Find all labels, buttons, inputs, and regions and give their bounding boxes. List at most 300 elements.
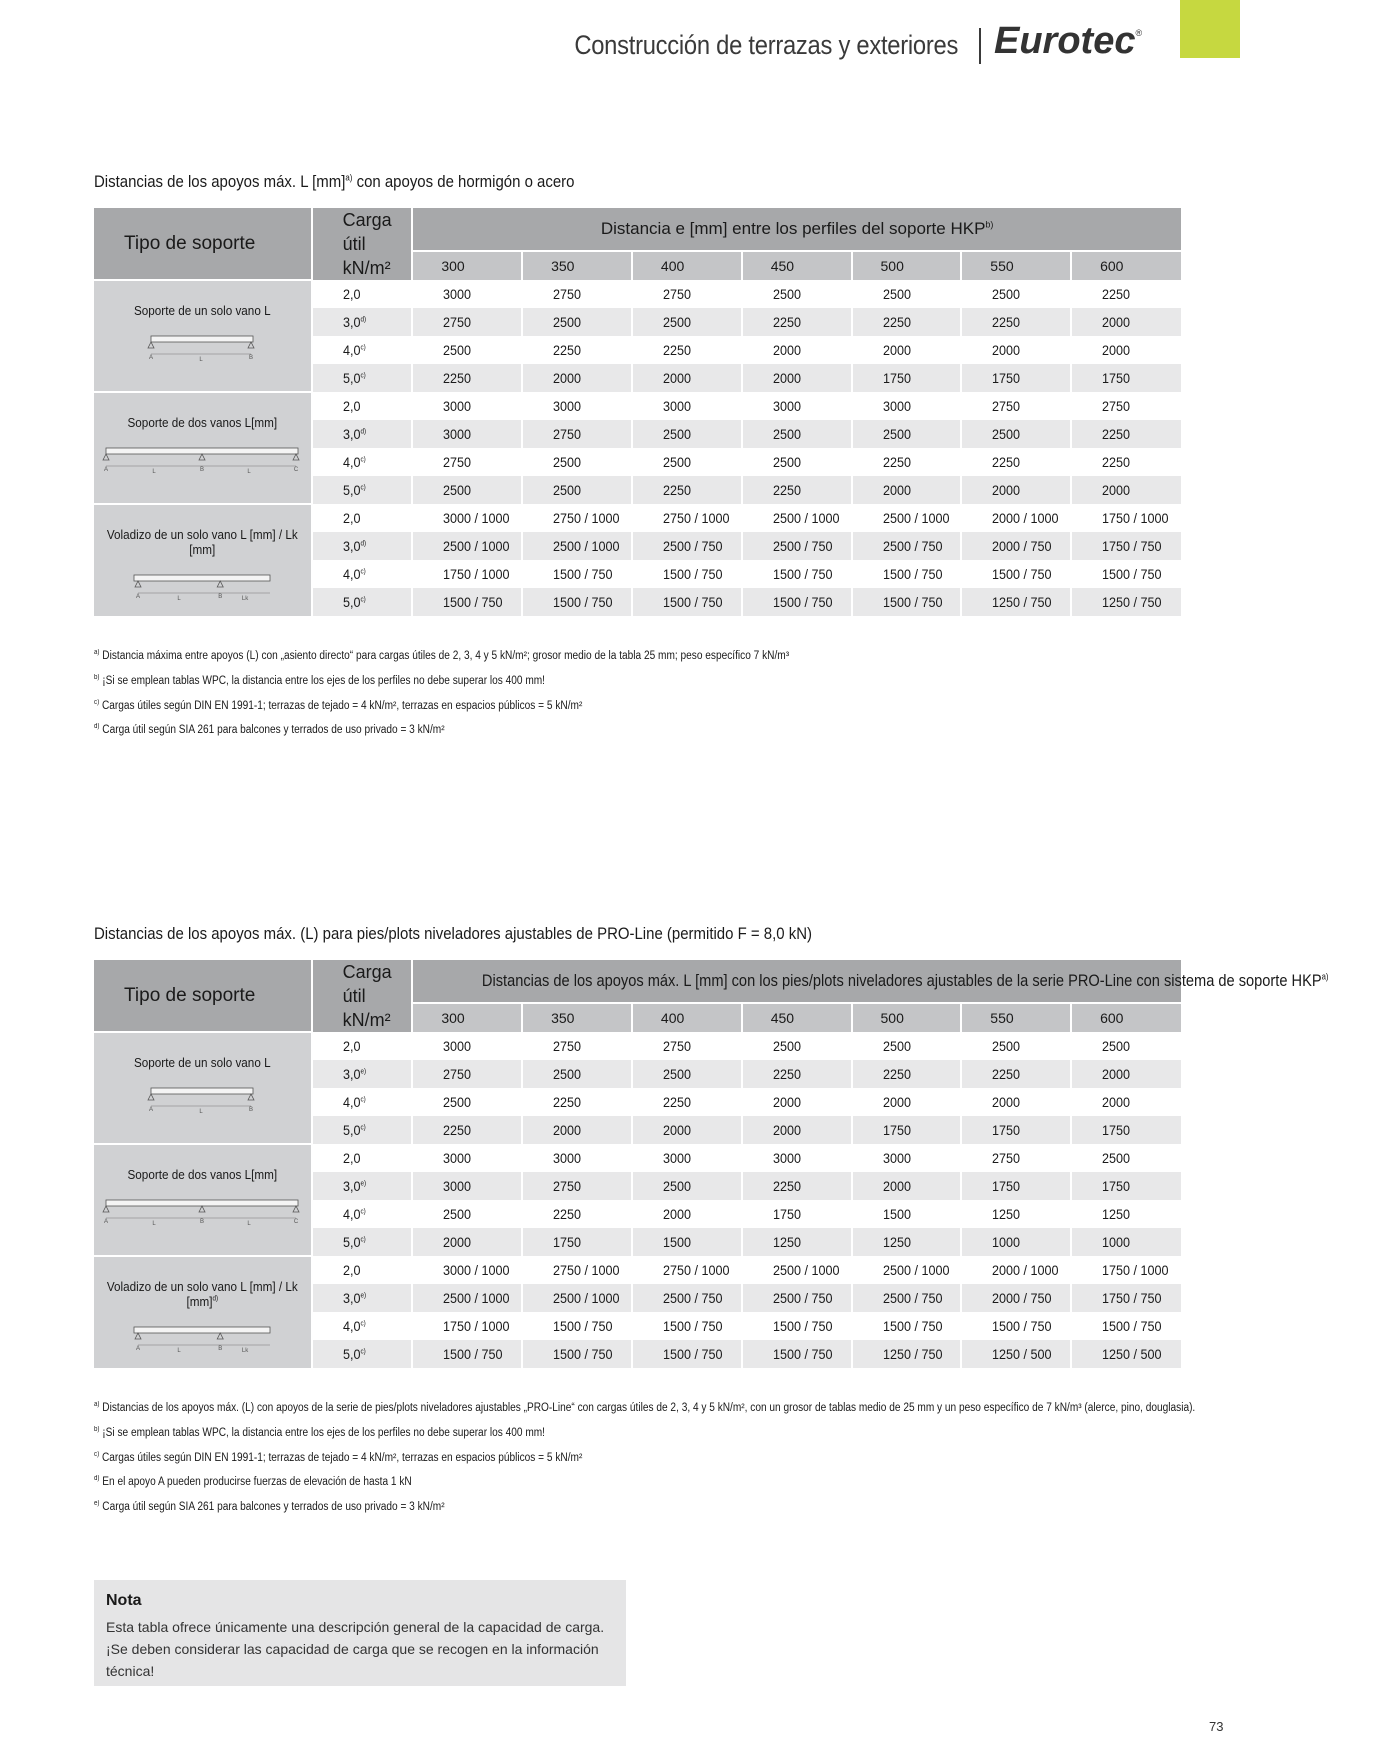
distance-header-text: Distancias de los apoyos máx. L [mm] con los pies/plots niveladores ajustables de la serie PRO-Line con sistema de soporte HKP$^{a)}$ <box>482 970 1329 990</box>
distance-value-cell <box>522 504 632 532</box>
distance-header-text: Distancia e [mm] entre los perfiles del soporte HKP <box>600 218 986 238</box>
distance-value-cell <box>1071 476 1181 504</box>
distance-value-cell <box>632 420 742 448</box>
distance-value: 2250 <box>992 454 1021 470</box>
footnote-text: Distancias de los apoyos máx. (L) con apoyos de la serie de pies/plots niveladores ajustables „PRO-Line“ con cargas útiles de 2, 3, 4 y 5 kN/m², con un grosor de tablas medio de 25 mm y un peso específico de 7 kN/m³ (alerce, pino, douglasia). <box>99 1401 1196 1414</box>
distance-col-header: 350 <box>522 251 632 280</box>
distance-value-cell <box>1071 336 1181 364</box>
distance-value-cell <box>1071 1116 1181 1144</box>
distance-value-cell <box>632 1200 742 1228</box>
distance-value-cell <box>1071 1256 1181 1284</box>
distance-value-cell <box>961 1060 1071 1088</box>
distance-value: 2500 / 750 <box>662 1290 723 1306</box>
support-label: A <box>104 1219 109 1225</box>
distance-value: 2500 <box>662 454 691 470</box>
distance-value-cell <box>961 1088 1071 1116</box>
load-cell <box>312 364 413 392</box>
distance-value-cell <box>412 1340 522 1368</box>
distance-value: 2500 / 1000 <box>553 1290 620 1306</box>
load-footnote-ref: d) <box>360 316 366 324</box>
distance-value-cell <box>632 1256 742 1284</box>
load-value: 5,0$^{c)}$ <box>342 1346 366 1362</box>
distance-value-cell <box>632 392 742 420</box>
distance-value-cell <box>961 420 1071 448</box>
support-type-cell <box>94 280 312 392</box>
distance-value-cell <box>852 588 962 616</box>
support-type-label: Soporte de dos vanos L[mm] <box>127 1167 278 1182</box>
distance-value: 2500 / 1000 <box>443 538 510 554</box>
footnote-marker: d) <box>94 1475 100 1483</box>
column-header-tipo: Tipo de soporte <box>94 208 312 280</box>
distance-value: 2500 <box>772 426 801 442</box>
support-label: A <box>149 1107 154 1113</box>
load-cell <box>312 448 413 476</box>
load-footnote-ref: c) <box>360 1320 366 1328</box>
load-footnote-ref: c) <box>360 344 366 352</box>
distance-value-cell <box>1071 420 1181 448</box>
distance-value: 2500 <box>772 454 801 470</box>
support-label: B <box>200 467 205 473</box>
distance-value-cell <box>412 336 522 364</box>
distance-value: 2750 <box>662 286 691 302</box>
distance-value: 3000 <box>443 1038 472 1054</box>
two-span-diagram <box>104 1198 300 1228</box>
note-text: Esta tabla ofrece únicamente una descripción general de la capacidad de carga. ¡Se deben considerar las capacidad de carga que se recogen en la información técnica! <box>106 1619 605 1679</box>
distance-value: 2000 <box>1102 1094 1131 1110</box>
distance-value: 3000 <box>443 426 472 442</box>
footnote-text: Carga útil según SIA 261 para balcones y terrados de uso privado = 3 kN/m² <box>99 724 445 737</box>
distance-value-cell <box>632 280 742 308</box>
distance-value-cell <box>742 392 852 420</box>
distance-value-cell <box>522 1172 632 1200</box>
distance-value: 2250 <box>1102 286 1131 302</box>
support-label: B <box>218 594 223 600</box>
distance-col-header: 600 <box>1071 251 1181 280</box>
distance-value-cell <box>522 280 632 308</box>
support-type-sup: d) <box>212 1295 219 1303</box>
distance-value-cell <box>522 336 632 364</box>
load-value: 4,0$^{c)}$ <box>342 1206 366 1222</box>
distance-value: 3000 <box>772 398 801 414</box>
support-distance-table-2 <box>94 960 1329 1368</box>
load-cell <box>312 1144 413 1172</box>
distance-value-cell <box>632 1228 742 1256</box>
note-title: Nota <box>106 1592 142 1609</box>
distance-value-cell <box>742 336 852 364</box>
distance-value: 2750 <box>443 454 472 470</box>
load-cell <box>312 1032 413 1060</box>
distance-value: 2500 <box>882 1038 911 1054</box>
column-header-tipo: Tipo de soporte <box>94 960 312 1032</box>
distance-col-header: 500 <box>852 1003 962 1032</box>
footnote <box>94 1419 1195 1444</box>
distance-value: 2500 <box>553 482 582 498</box>
distance-value: 2500 / 1000 <box>772 1262 840 1278</box>
distance-value-cell <box>1071 532 1181 560</box>
distance-value: 1500 / 750 <box>553 1318 613 1334</box>
footnote-text: En el apoyo A pueden producirse fuerzas de elevación de hasta 1 kN <box>99 1476 412 1489</box>
distance-value: 2250 <box>443 370 472 386</box>
distance-value: 2000 <box>1102 314 1131 330</box>
distance-value: 2250 <box>772 482 801 498</box>
distance-value-cell <box>742 1284 852 1312</box>
footnote-text: Distancia máxima entre apoyos (L) con „asiento directo“ para cargas útiles de 2, 3, 4 y 5 kN/m²; grosor medio de la tabla 25 mm; peso específico 7 kN/m³ <box>99 649 790 662</box>
distance-value-cell <box>742 476 852 504</box>
support-type-label: Soporte de dos vanos L[mm] <box>127 415 278 430</box>
distance-value-cell <box>522 560 632 588</box>
distance-value: 1750 <box>882 370 911 386</box>
distance-value: 1500 / 750 <box>882 566 943 582</box>
distance-value: 1750 / 750 <box>1102 1290 1162 1306</box>
distance-value-cell <box>412 280 522 308</box>
distance-value: 1500 / 750 <box>772 1318 833 1334</box>
footnote-text: ¡Si se emplean tablas WPC, la distancia entre los ejes de los perfiles no debe superar los 400 mm! <box>99 1426 545 1439</box>
distance-value: 2250 <box>1102 454 1131 470</box>
distance-col-header: 450 <box>742 1003 852 1032</box>
load-value: 3,0$^{e)}$ <box>342 1066 366 1082</box>
distance-value: 2000 / 750 <box>992 1290 1052 1306</box>
load-footnote-ref: c) <box>360 568 366 576</box>
distance-value-cell <box>522 588 632 616</box>
distance-value: 2500 / 1000 <box>443 1290 510 1306</box>
load-cell <box>312 1088 413 1116</box>
distance-value: 1250 <box>992 1206 1021 1222</box>
distance-value-cell <box>522 1088 632 1116</box>
distance-value: 1500 / 750 <box>882 594 943 610</box>
distance-value-cell <box>412 448 522 476</box>
distance-value: 2250 <box>443 1122 472 1138</box>
load-footnote-ref: d) <box>360 428 366 436</box>
distance-value: 3000 <box>443 398 472 414</box>
single-span-diagram <box>149 334 255 364</box>
distance-value-cell <box>961 308 1071 336</box>
distance-value-cell <box>961 504 1071 532</box>
distance-value-cell <box>742 1116 852 1144</box>
footnote-marker: d) <box>94 723 100 731</box>
support-type-cell <box>94 1144 312 1256</box>
distance-value-cell <box>1071 364 1181 392</box>
distance-value-cell <box>742 1144 852 1172</box>
load-cell <box>312 1172 413 1200</box>
distance-value-cell <box>632 560 742 588</box>
distance-value: 2000 <box>992 342 1021 358</box>
distance-value: 2000 <box>882 1178 911 1194</box>
distance-value-cell <box>961 1228 1071 1256</box>
distance-value-cell <box>1071 560 1181 588</box>
distance-value-cell <box>412 420 522 448</box>
distance-value-cell <box>852 532 962 560</box>
distance-value-cell <box>522 1340 632 1368</box>
distance-value-cell <box>742 1172 852 1200</box>
distance-value: 2250 <box>882 454 911 470</box>
distance-value: 2000 <box>1102 342 1131 358</box>
distance-value: 2750 / 1000 <box>553 510 620 526</box>
load-cell <box>312 1228 413 1256</box>
distance-value-cell <box>412 364 522 392</box>
distance-value: 2250 <box>553 342 582 358</box>
distance-value: 1750 / 1000 <box>443 566 510 582</box>
distance-value-cell <box>632 1032 742 1060</box>
distance-value-cell <box>852 308 962 336</box>
distance-value: 1250 / 500 <box>1102 1346 1162 1362</box>
load-cell <box>312 1200 413 1228</box>
distance-value: 1500 / 750 <box>772 1346 833 1362</box>
distance-value-cell <box>961 364 1071 392</box>
distance-value: 2500 / 1000 <box>772 510 840 526</box>
distance-value-cell <box>961 392 1071 420</box>
distance-value: 3000 <box>443 286 472 302</box>
footnote <box>94 1468 1195 1493</box>
distance-value: 1750 <box>772 1206 801 1222</box>
footnote-text: ¡Si se emplean tablas WPC, la distancia entre los ejes de los perfiles no debe superar los 400 mm! <box>99 674 545 687</box>
distance-value-cell <box>1071 1340 1181 1368</box>
distance-value-cell <box>632 448 742 476</box>
load-value: 2,0 <box>342 398 361 414</box>
distance-value-cell <box>852 1200 962 1228</box>
distance-value-cell <box>852 364 962 392</box>
distance-value-cell <box>522 308 632 336</box>
distance-col-header: 600 <box>1071 1003 1181 1032</box>
brand-logo-text: Eurotec <box>994 20 1136 62</box>
distance-value-cell <box>1071 392 1181 420</box>
support-type-cell <box>94 504 312 616</box>
load-cell <box>312 560 413 588</box>
distance-value: 3000 / 1000 <box>443 510 510 526</box>
distance-value: 2500 / 750 <box>772 538 833 554</box>
distance-value-cell <box>742 1340 852 1368</box>
distance-value-cell <box>742 448 852 476</box>
distance-value-cell <box>522 476 632 504</box>
distance-value: 1750 <box>992 1122 1021 1138</box>
distance-value-cell <box>1071 588 1181 616</box>
distance-value-cell <box>961 1312 1071 1340</box>
distance-value-cell <box>742 364 852 392</box>
cantilever-span-label: Lk <box>242 596 249 602</box>
distance-value: 1500 / 750 <box>443 594 503 610</box>
distance-value-cell <box>961 1144 1071 1172</box>
load-cell <box>312 1060 413 1088</box>
distance-value-cell <box>961 1340 1071 1368</box>
distance-value-cell <box>742 1032 852 1060</box>
distance-value: 1500 <box>662 1234 691 1250</box>
distance-value: 1750 <box>1102 370 1131 386</box>
distance-value-cell <box>1071 1032 1181 1060</box>
distance-value: 2500 <box>662 426 691 442</box>
table2-body <box>94 1032 1181 1368</box>
load-cell <box>312 476 413 504</box>
load-cell <box>312 532 413 560</box>
load-footnote-ref: c) <box>360 456 366 464</box>
distance-value-cell <box>522 448 632 476</box>
distance-value: 2250 <box>772 1066 801 1082</box>
distance-col-header: 550 <box>961 1003 1071 1032</box>
header-divider <box>979 28 981 64</box>
load-footnote-ref: e) <box>360 1292 366 1300</box>
load-footnote-ref: c) <box>360 1236 366 1244</box>
distance-value: 1250 <box>882 1234 911 1250</box>
distance-value-cell <box>852 1032 962 1060</box>
footnote-marker: c) <box>94 698 100 706</box>
load-value: 4,0$^{c)}$ <box>342 1094 366 1110</box>
table-row <box>94 504 1181 532</box>
distance-value-cell <box>522 1312 632 1340</box>
distance-value: 2750 <box>443 314 472 330</box>
load-cell <box>312 336 413 364</box>
carga-unit: kN/m² <box>342 258 391 278</box>
distance-value-cell <box>412 1228 522 1256</box>
distance-value-cell <box>742 280 852 308</box>
distance-value: 3000 <box>553 1150 582 1166</box>
distance-col-header: 500 <box>852 251 962 280</box>
distance-value: 1750 / 1000 <box>1102 1262 1169 1278</box>
distance-value-cell <box>852 1312 962 1340</box>
distance-value-cell <box>742 532 852 560</box>
distance-value-cell <box>742 420 852 448</box>
table1-title-sup: a) <box>345 172 353 183</box>
distance-value-cell <box>522 420 632 448</box>
distance-value: 1500 / 750 <box>882 1318 943 1334</box>
distance-value-cell <box>632 1116 742 1144</box>
distance-value-cell <box>1071 1172 1181 1200</box>
distance-value: 3000 <box>772 1150 801 1166</box>
distance-value: 2000 <box>1102 482 1131 498</box>
distance-value: 2750 / 1000 <box>662 510 730 526</box>
distance-value-cell <box>522 1116 632 1144</box>
distance-value: 2000 <box>772 1094 801 1110</box>
distance-value-cell <box>852 560 962 588</box>
distance-value-cell <box>632 336 742 364</box>
distance-col-header: 300 <box>412 251 522 280</box>
support-label: A <box>136 1346 141 1352</box>
load-footnote-ref: c) <box>360 1096 366 1104</box>
distance-value-cell <box>632 1088 742 1116</box>
distance-value: 1500 / 750 <box>992 1318 1052 1334</box>
footnote-marker: b) <box>94 673 100 681</box>
distance-value-cell <box>412 1060 522 1088</box>
distance-value: 2250 <box>662 342 691 358</box>
cantilever-diagram <box>132 1325 272 1355</box>
distance-value: 2250 <box>772 314 801 330</box>
distance-value: 2250 <box>882 1066 911 1082</box>
distance-value-cell <box>852 1172 962 1200</box>
distance-value: 3000 <box>662 1150 691 1166</box>
distance-value-cell <box>1071 1284 1181 1312</box>
distance-value: 2000 <box>772 1122 801 1138</box>
distance-value: 1500 / 750 <box>553 566 613 582</box>
distance-value-cell <box>1071 1144 1181 1172</box>
distance-value: 3000 <box>443 1150 472 1166</box>
distance-value-cell <box>1071 280 1181 308</box>
column-header-distance <box>412 208 1181 251</box>
distance-value: 2000 <box>662 1122 691 1138</box>
distance-value: 1500 / 750 <box>662 594 723 610</box>
distance-value: 2000 <box>553 370 582 386</box>
support-label: A <box>149 355 154 361</box>
load-cell <box>312 1256 413 1284</box>
footnote-text: Cargas útiles según DIN EN 1991-1; terrazas de tejado = 4 kN/m², terrazas en espacios públicos = 5 kN/m² <box>99 699 583 712</box>
distance-value: 2500 <box>553 454 582 470</box>
distance-value-cell <box>412 560 522 588</box>
distance-header-sup: a) <box>1321 971 1329 982</box>
load-cell <box>312 420 413 448</box>
distance-value-cell <box>961 336 1071 364</box>
distance-value: 2750 <box>553 1178 582 1194</box>
distance-value-cell <box>412 308 522 336</box>
distance-value: 2000 <box>772 342 801 358</box>
page-header-title: Construcción de terrazas y exteriores <box>574 30 958 60</box>
distance-value: 1500 / 750 <box>1102 566 1162 582</box>
distance-value-cell <box>412 504 522 532</box>
distance-value: 1250 / 750 <box>882 1346 943 1362</box>
distance-value-cell <box>852 1340 962 1368</box>
distance-value: 2500 <box>553 314 582 330</box>
distance-value: 2750 / 1000 <box>553 1262 620 1278</box>
span-label: L <box>177 596 182 602</box>
distance-value: 2750 <box>662 1038 691 1054</box>
distance-value: 2250 <box>553 1206 582 1222</box>
distance-value: 2750 <box>553 426 582 442</box>
distance-value-cell <box>852 392 962 420</box>
distance-value: 2000 <box>1102 1066 1131 1082</box>
load-cell <box>312 308 413 336</box>
support-type-label: Soporte de un solo vano L <box>133 1055 271 1070</box>
distance-value-cell <box>412 476 522 504</box>
load-footnote-ref: d) <box>360 540 366 548</box>
load-value: 5,0$^{c)}$ <box>342 1234 366 1250</box>
distance-value-cell <box>412 1144 522 1172</box>
distance-value: 2250 <box>992 1066 1021 1082</box>
distance-value: 2000 <box>992 482 1021 498</box>
load-footnote-ref: c) <box>360 596 366 604</box>
support-label: C <box>294 467 299 473</box>
distance-value: 2000 <box>443 1234 472 1250</box>
distance-value-cell <box>632 1340 742 1368</box>
support-label: B <box>249 355 254 361</box>
load-cell <box>312 588 413 616</box>
footnote <box>94 1394 1195 1419</box>
distance-value-cell <box>852 1144 962 1172</box>
distance-value: 2000 / 1000 <box>992 510 1059 526</box>
distance-value: 2500 <box>992 426 1021 442</box>
distance-value: 2000 <box>553 1122 582 1138</box>
distance-value-cell <box>412 1172 522 1200</box>
distance-header-sup: b) <box>985 219 994 230</box>
note-box <box>94 1580 626 1686</box>
load-value: 3,0$^{d)}$ <box>342 314 366 330</box>
distance-value-cell <box>522 364 632 392</box>
distance-col-header: 550 <box>961 251 1071 280</box>
span-label: L <box>247 1221 251 1227</box>
distance-value-cell <box>1071 1060 1181 1088</box>
distance-value-cell <box>522 392 632 420</box>
distance-value-cell <box>961 1200 1071 1228</box>
distance-value-cell <box>632 308 742 336</box>
distance-value-cell <box>522 1200 632 1228</box>
distance-value: 1500 / 750 <box>443 1346 503 1362</box>
distance-value-cell <box>412 1284 522 1312</box>
distance-value: 2500 / 1000 <box>882 510 950 526</box>
span-label: L <box>152 469 156 475</box>
distance-value-cell <box>852 1116 962 1144</box>
load-cell <box>312 392 413 420</box>
distance-value: 2250 <box>662 1094 691 1110</box>
distance-value-cell <box>852 1088 962 1116</box>
distance-value: 2750 <box>443 1066 472 1082</box>
distance-value-cell <box>522 1032 632 1060</box>
distance-value-cell <box>961 588 1071 616</box>
distance-value-cell <box>632 1144 742 1172</box>
distance-value-cell <box>412 392 522 420</box>
